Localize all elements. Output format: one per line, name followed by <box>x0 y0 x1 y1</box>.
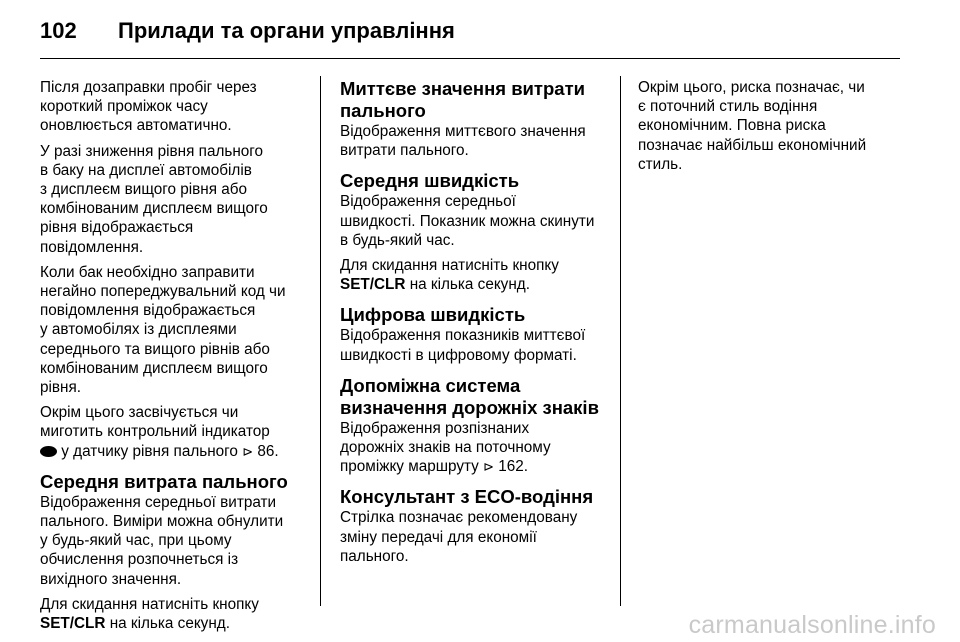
page-title: Прилади та органи управління <box>118 18 455 43</box>
text-line: у автомобілях із дисплеями <box>40 321 237 339</box>
paragraph-reset-speed <box>340 256 606 294</box>
text-line: дорожніх знаків на поточному <box>340 439 551 457</box>
text-line: оновлюється автоматично. <box>40 117 232 135</box>
page-reference-arrow-icon: ⊳ <box>242 443 254 459</box>
heading-average-consumption: Середня витрата пального <box>40 470 288 492</box>
text-line: Відображення розпізнаних <box>340 419 530 437</box>
indicator-text: у датчику рівня пального <box>61 442 238 460</box>
text-line <box>40 442 302 461</box>
paragraph-traffic-sign-assistant <box>340 419 606 477</box>
text-line: У разі зниження рівня пального <box>40 142 264 160</box>
page-reference-arrow-icon: ⊳ <box>483 459 494 475</box>
text-line: Для скидання натисніть кнопку <box>40 595 259 613</box>
column-divider-left <box>320 76 321 606</box>
text-line: миготить контрольний індикатор <box>40 423 270 441</box>
heading-line: Миттєве значення витрати <box>340 78 586 99</box>
paragraph-digital-speed <box>340 326 606 364</box>
text-line: середнього та вищого рівнів або <box>40 340 270 358</box>
paragraph-eco-advisor <box>340 508 606 566</box>
text-line: з дисплеєм вищого рівня або <box>40 181 248 199</box>
text-line: комбінованим дисплеєм вищого <box>40 200 268 218</box>
column-right <box>638 78 900 180</box>
paragraph-average-consumption <box>40 493 302 589</box>
paragraph-eco-bar <box>638 78 900 174</box>
paragraph-refuel-now <box>40 263 302 397</box>
heading-traffic-sign-assistant <box>340 375 606 419</box>
text-line: в баку на дисплеї автомобілів <box>40 161 252 179</box>
header-rule <box>40 58 900 59</box>
route-text: проміжку маршруту <box>340 458 479 476</box>
column-left <box>40 78 302 639</box>
text-line: Окрім цього засвічується чи <box>40 404 239 422</box>
text-line: комбінованим дисплеєм вищого <box>40 359 268 377</box>
text-line <box>340 457 606 476</box>
text-line: Відображення показників миттєвої <box>340 327 586 345</box>
heading-average-speed: Середня швидкість <box>340 170 520 192</box>
text-line: Після дозаправки пробіг через <box>40 79 257 96</box>
text-line: Окрім цього, риска позначає, чи <box>638 79 865 96</box>
reset-duration-text: на кілька секунд. <box>109 615 230 633</box>
column-middle <box>340 78 606 572</box>
paragraph-instant-consumption <box>340 122 606 160</box>
page-header <box>40 18 455 44</box>
paragraph-refuel <box>40 78 302 136</box>
paragraph-reset-consumption <box>40 595 302 633</box>
fuel-indicator-icon <box>40 446 57 457</box>
heading-line: визначення дорожніх знаків <box>340 396 599 418</box>
page-reference: 86. <box>257 442 279 460</box>
text-line: Для скидання натисніть кнопку <box>340 257 559 275</box>
text-line: рівня. <box>40 379 82 397</box>
text-line: зміну передачі для економії <box>340 528 537 546</box>
page-number: 102 <box>40 18 77 43</box>
text-line: негайно попереджувальний код чи <box>40 283 286 301</box>
text-line: швидкості. Показник можна скинути <box>340 212 595 230</box>
text-line: повідомлення. <box>40 238 144 256</box>
text-line: пального. Виміри можна обнулити <box>40 513 284 531</box>
text-line: короткий проміжок часу <box>40 98 208 116</box>
heading-line: пального <box>340 100 426 121</box>
set-clr-button-label: SET/CLR <box>40 615 106 633</box>
set-clr-button-label: SET/CLR <box>340 276 406 294</box>
page-reference: 162. <box>498 458 529 476</box>
paragraph-indicator <box>40 403 302 461</box>
text-line: позначає найбільш економічний <box>638 136 867 154</box>
text-line: витрати пального. <box>340 142 469 160</box>
text-line: вихідного значення. <box>40 570 182 588</box>
column-divider-right <box>620 76 621 606</box>
text-line: Стрілка позначає рекомендовану <box>340 509 578 527</box>
text-line: стиль. <box>638 155 683 173</box>
text-line: Відображення миттєвого значення <box>340 123 586 140</box>
text-line: є поточний стиль водіння <box>638 98 818 116</box>
text-line <box>40 614 302 633</box>
heading-instant-consumption <box>340 78 606 122</box>
text-line: у будь-який час, при цьому <box>40 532 232 550</box>
text-line: Відображення середньої <box>340 193 516 211</box>
watermark: carmanualsonline.info <box>688 611 936 639</box>
text-line: економічним. Повна риска <box>638 117 826 135</box>
text-line: Коли бак необхідно заправити <box>40 263 255 281</box>
paragraph-average-speed <box>340 192 606 250</box>
heading-eco-advisor: Консультант з ECO-водіння <box>340 486 594 508</box>
text-line: пального. <box>340 547 409 565</box>
text-line: рівня відображається <box>40 219 194 237</box>
text-line: повідомлення відображається <box>40 302 256 320</box>
text-line: Відображення середньої витрати <box>40 493 277 511</box>
text-line: в будь-який час. <box>340 231 455 249</box>
text-line <box>340 275 606 294</box>
text-line: обчислення розпочнеться із <box>40 551 239 569</box>
reset-duration-text: на кілька секунд. <box>409 276 530 294</box>
heading-line: Допоміжна система <box>340 374 521 396</box>
heading-digital-speed: Цифрова швидкість <box>340 304 526 326</box>
paragraph-low-fuel <box>40 142 302 257</box>
text-line: швидкості в цифровому форматі. <box>340 346 577 364</box>
